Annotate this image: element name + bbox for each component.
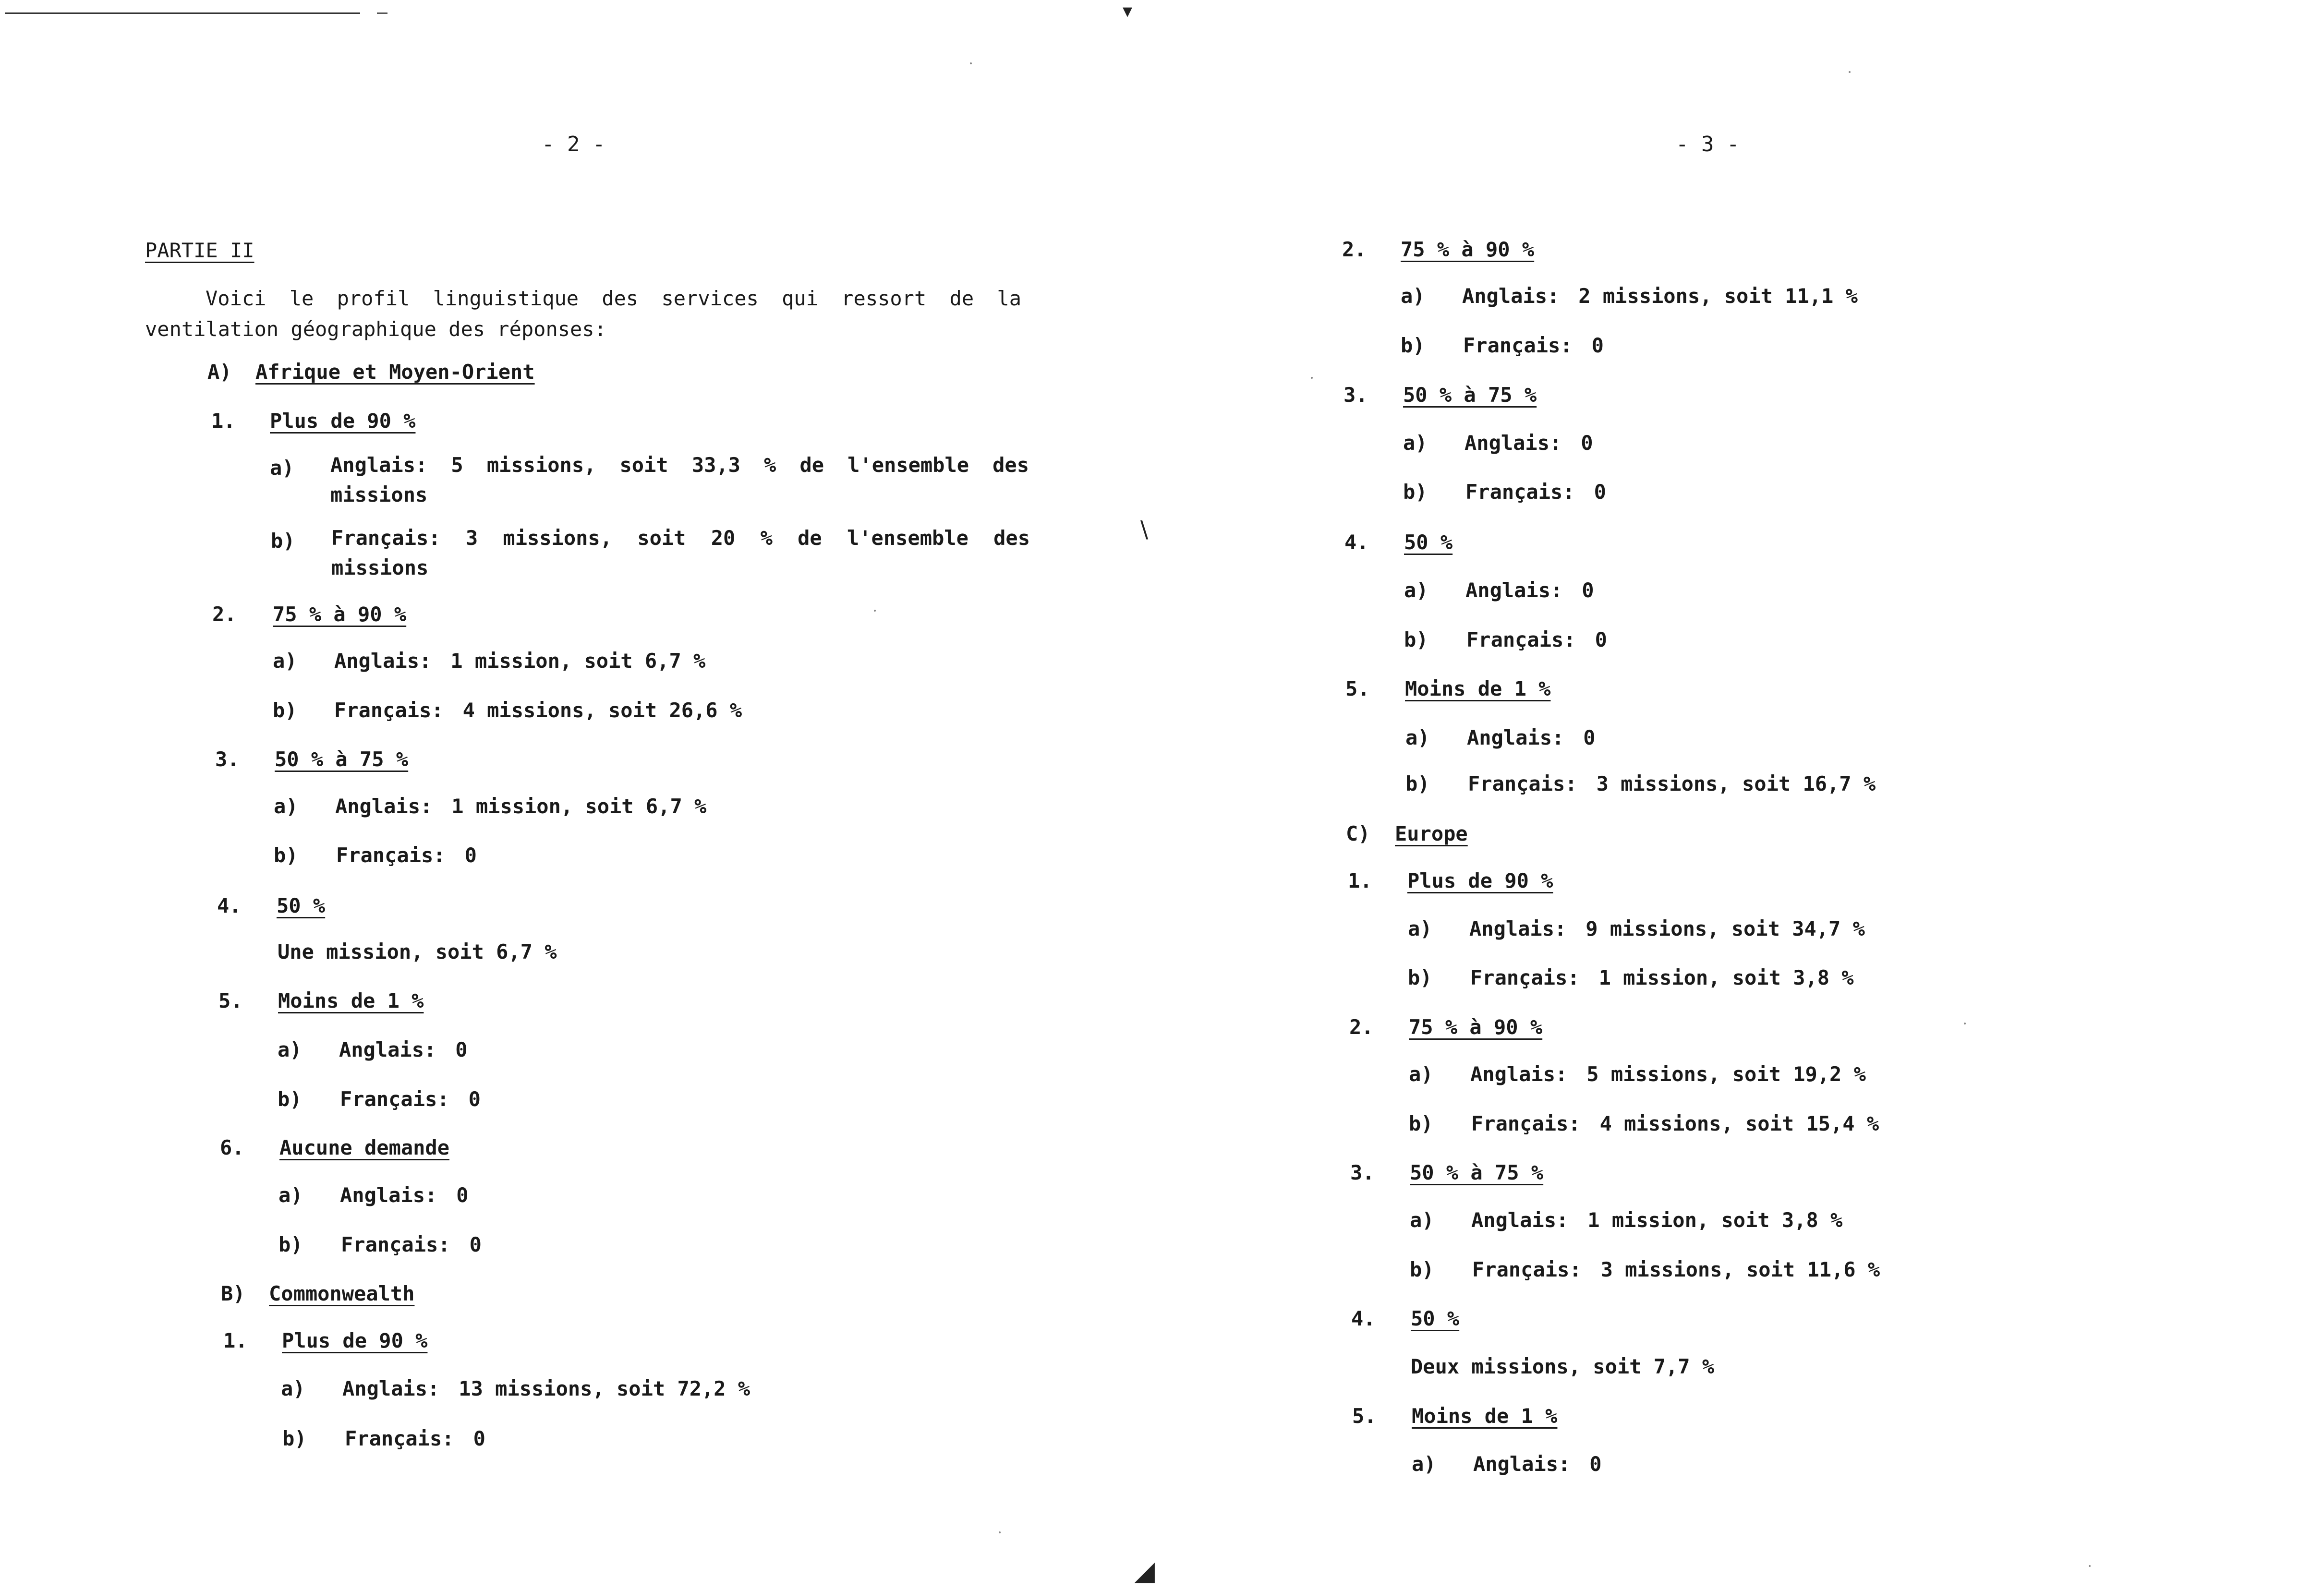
item-heading: [211, 409, 415, 433]
sub-item: [1408, 966, 1854, 989]
sub-item: [1410, 1258, 1880, 1281]
item-number: 5.: [218, 989, 243, 1012]
sub-label: a): [278, 1038, 302, 1061]
sub-label: a): [1405, 726, 1430, 749]
language-value: 4 missions, soit 26,6 %: [462, 699, 742, 722]
sub-item: [278, 1087, 481, 1111]
item-heading: [217, 894, 325, 917]
sub-item-label: [271, 529, 295, 553]
language-value: 1 mission, soit 3,8 %: [1587, 1208, 1843, 1232]
language-key: Français:: [345, 1427, 454, 1450]
language-value: 0: [1591, 334, 1604, 357]
language-key: Anglais:: [339, 1038, 436, 1061]
sub-item: [282, 1427, 485, 1450]
sub-label: b): [1404, 628, 1428, 651]
language-key: Français:: [1466, 628, 1576, 651]
sub-item: [273, 699, 742, 722]
language-key: Anglais:: [1462, 284, 1560, 308]
item-title: Aucune demande: [279, 1136, 450, 1159]
sub-item: [1403, 480, 1606, 504]
language-value: 0: [1595, 628, 1607, 651]
item-number: 1.: [223, 1329, 248, 1352]
sub-item: [1401, 334, 1604, 357]
item-number: 1.: [1348, 869, 1372, 892]
sub-label: b): [1409, 1112, 1433, 1135]
language-key: Français:: [1472, 1258, 1582, 1281]
sub-item: [1412, 1452, 1602, 1476]
item-title: Plus de 90 %: [282, 1329, 428, 1352]
sub-label: a): [278, 1183, 303, 1207]
language-key: Anglais:: [1469, 917, 1567, 940]
language-key: Anglais:: [342, 1377, 440, 1400]
section-title: Europe: [1395, 822, 1468, 845]
language-key: Français:: [1463, 334, 1573, 357]
item-number: 2.: [1349, 1015, 1374, 1039]
item-heading: [1352, 1404, 1557, 1428]
language-key: Anglais:: [340, 1183, 437, 1207]
item-title: 50 %: [1411, 1307, 1460, 1330]
language-value: 4 missions, soit 15,4 %: [1599, 1112, 1879, 1135]
language-key: Anglais:: [1471, 1208, 1569, 1232]
item-title: Moins de 1 %: [1412, 1404, 1558, 1428]
sub-label: a): [1412, 1452, 1436, 1476]
sub-label: b): [271, 529, 295, 553]
item-heading: [212, 602, 406, 626]
language-key: Français:: [341, 1233, 450, 1256]
language-value: 0: [1589, 1452, 1602, 1476]
language-value: 2 missions, soit 11,1 %: [1578, 284, 1858, 308]
language-key: Anglais:: [334, 649, 432, 673]
sub-item-label: [270, 456, 294, 480]
document-heading: [145, 239, 254, 262]
sub-item: [278, 1183, 469, 1207]
sub-item: [1410, 1208, 1842, 1232]
sub-label: b): [274, 843, 298, 867]
item-title: 50 % à 75 %: [275, 747, 409, 771]
item-heading: [220, 1136, 449, 1159]
sub-item: [1401, 284, 1858, 308]
language-key: Français:: [340, 1087, 449, 1111]
sub-label: b): [1403, 480, 1428, 504]
item-number: 4.: [1344, 530, 1369, 554]
sub-item: [1403, 431, 1593, 455]
item-number: 4.: [1351, 1307, 1376, 1330]
language-value: 3 missions, soit 11,6 %: [1600, 1258, 1880, 1281]
sub-label: b): [278, 1087, 302, 1111]
language-key: Français:: [334, 699, 444, 722]
sub-label: b): [1405, 772, 1430, 795]
sub-label: b): [282, 1427, 307, 1450]
item-number: 2.: [1342, 238, 1367, 261]
language-key: Anglais:: [1470, 1062, 1568, 1086]
item-heading: [1344, 530, 1452, 554]
language-value: 0: [1581, 431, 1593, 455]
item-title: Plus de 90 %: [270, 409, 416, 433]
sub-label: a): [270, 456, 294, 480]
language-key: Anglais:: [1465, 578, 1563, 602]
sub-label: b): [1410, 1258, 1434, 1281]
item-heading: [215, 747, 408, 771]
item-title: 75 % à 90 %: [1401, 238, 1535, 261]
item-title: 75 % à 90 %: [273, 602, 407, 626]
item-number: 5.: [1352, 1404, 1377, 1428]
sub-item: [273, 649, 705, 673]
item-number: 4.: [217, 894, 242, 917]
language-value: 0: [473, 1427, 485, 1450]
item-title: Moins de 1 %: [278, 989, 424, 1012]
language-value: 0: [464, 843, 477, 867]
page-right: [1162, 0, 2324, 1590]
item-heading: [1342, 238, 1534, 261]
item-heading: [1345, 677, 1550, 700]
item-title: 50 % à 75 %: [1403, 383, 1537, 407]
sub-label: a): [1401, 284, 1425, 308]
sub-label: a): [1410, 1208, 1434, 1232]
item-heading: [1344, 383, 1537, 407]
sub-item: [1408, 917, 1865, 940]
section-heading: [221, 1282, 414, 1305]
item-number: 6.: [220, 1136, 244, 1159]
section-heading: [1346, 822, 1468, 845]
language-value: 9 missions, soit 34,7 %: [1586, 917, 1865, 940]
item-heading: [1351, 1307, 1459, 1330]
section-heading: [207, 360, 535, 384]
item-text: Une mission, soit 6,7 %: [278, 940, 557, 964]
language-value: 0: [455, 1038, 468, 1061]
sub-item: [1409, 1062, 1866, 1086]
language-key: Anglais:: [335, 795, 433, 818]
scan-mark-mid: \: [1140, 516, 1149, 543]
sub-label: b): [273, 699, 297, 722]
item-title: 50 %: [1404, 530, 1453, 554]
section-letter: A): [207, 360, 232, 384]
item-number: 2.: [212, 602, 237, 626]
page-number: - 2 -: [542, 132, 605, 157]
sub-label: a): [1404, 578, 1428, 602]
item-text: Deux missions, soit 7,7 %: [1411, 1355, 1715, 1378]
sub-item: [1405, 772, 1876, 795]
sub-label: a): [1409, 1062, 1433, 1086]
language-key: Anglais:: [1467, 726, 1564, 749]
section-title: Commonwealth: [269, 1282, 415, 1305]
language-value: 0: [1583, 726, 1596, 749]
scan-mark-top: ▾: [1123, 0, 1133, 22]
section-letter: C): [1346, 822, 1370, 845]
language-key: Français:: [1465, 480, 1575, 504]
language-key: Français:: [1471, 1112, 1581, 1135]
item-heading: [1350, 1161, 1543, 1184]
item-heading: [218, 989, 424, 1012]
sub-item: [1404, 578, 1594, 602]
item-title: 75 % à 90 %: [1409, 1015, 1543, 1039]
language-key: Français:: [336, 843, 446, 867]
sub-label: a): [281, 1377, 305, 1400]
item-title: 50 % à 75 %: [1410, 1161, 1544, 1184]
heading-text: PARTIE II: [145, 239, 254, 262]
language-key: Français:: [1468, 772, 1577, 795]
section-letter: B): [221, 1282, 245, 1305]
item-heading: [223, 1329, 427, 1352]
sub-item: [1409, 1112, 1879, 1135]
language-value: 13 missions, soit 72,2 %: [459, 1377, 750, 1400]
sub-label: b): [1408, 966, 1432, 989]
language-value: 3 missions, soit 16,7 %: [1596, 772, 1876, 795]
sub-item: [278, 1233, 482, 1256]
item-number: 3.: [1350, 1161, 1375, 1184]
item-title: 50 %: [277, 894, 326, 917]
sub-label: a): [273, 649, 297, 673]
sub-item: [274, 795, 706, 818]
language-value: 0: [468, 1087, 481, 1111]
sub-label: b): [278, 1233, 303, 1256]
language-value: 5 missions, soit 19,2 %: [1586, 1062, 1866, 1086]
language-key: Anglais:: [1473, 1452, 1571, 1476]
item-number: 5.: [1345, 677, 1370, 700]
sub-label: a): [274, 795, 298, 818]
sub-item-text: Anglais: 5 missions, soit 33,3 % de l'ensemble des missions: [330, 453, 1029, 506]
item-heading: [1348, 869, 1553, 892]
scan-mark-bottom: ◢: [1134, 1555, 1155, 1587]
sub-item-text: Français: 3 missions, soit 20 % de l'ensemble des missions: [331, 526, 1030, 579]
language-value: 0: [1582, 578, 1594, 602]
language-value: 0: [469, 1233, 482, 1256]
language-value: 0: [1594, 480, 1606, 504]
item-number: 1.: [211, 409, 236, 433]
sub-item: [1405, 726, 1596, 749]
language-value: 1 mission, soit 3,8 %: [1598, 966, 1854, 989]
sub-item: [278, 1038, 468, 1061]
item-title: Moins de 1 %: [1405, 677, 1551, 700]
item-title: Plus de 90 %: [1407, 869, 1553, 892]
language-key: Anglais:: [1465, 431, 1562, 455]
item-number: 3.: [215, 747, 240, 771]
page-number: - 3 -: [1676, 132, 1740, 157]
item-number: 3.: [1344, 383, 1368, 407]
language-value: 1 mission, soit 6,7 %: [450, 649, 706, 673]
sub-item: [281, 1377, 750, 1400]
sub-label: a): [1408, 917, 1432, 940]
sub-item: [274, 843, 477, 867]
intro-paragraph: Voici le profil linguistique des services qui ressort de la ventilation géographique des réponses:: [145, 287, 1021, 341]
language-key: Français:: [1470, 966, 1580, 989]
language-value: 1 mission, soit 6,7 %: [451, 795, 707, 818]
section-title: Afrique et Moyen-Orient: [255, 360, 535, 384]
sub-label: b): [1401, 334, 1425, 357]
item-heading: [1349, 1015, 1542, 1039]
language-value: 0: [456, 1183, 469, 1207]
sub-label: a): [1403, 431, 1428, 455]
sub-item: [1404, 628, 1607, 651]
